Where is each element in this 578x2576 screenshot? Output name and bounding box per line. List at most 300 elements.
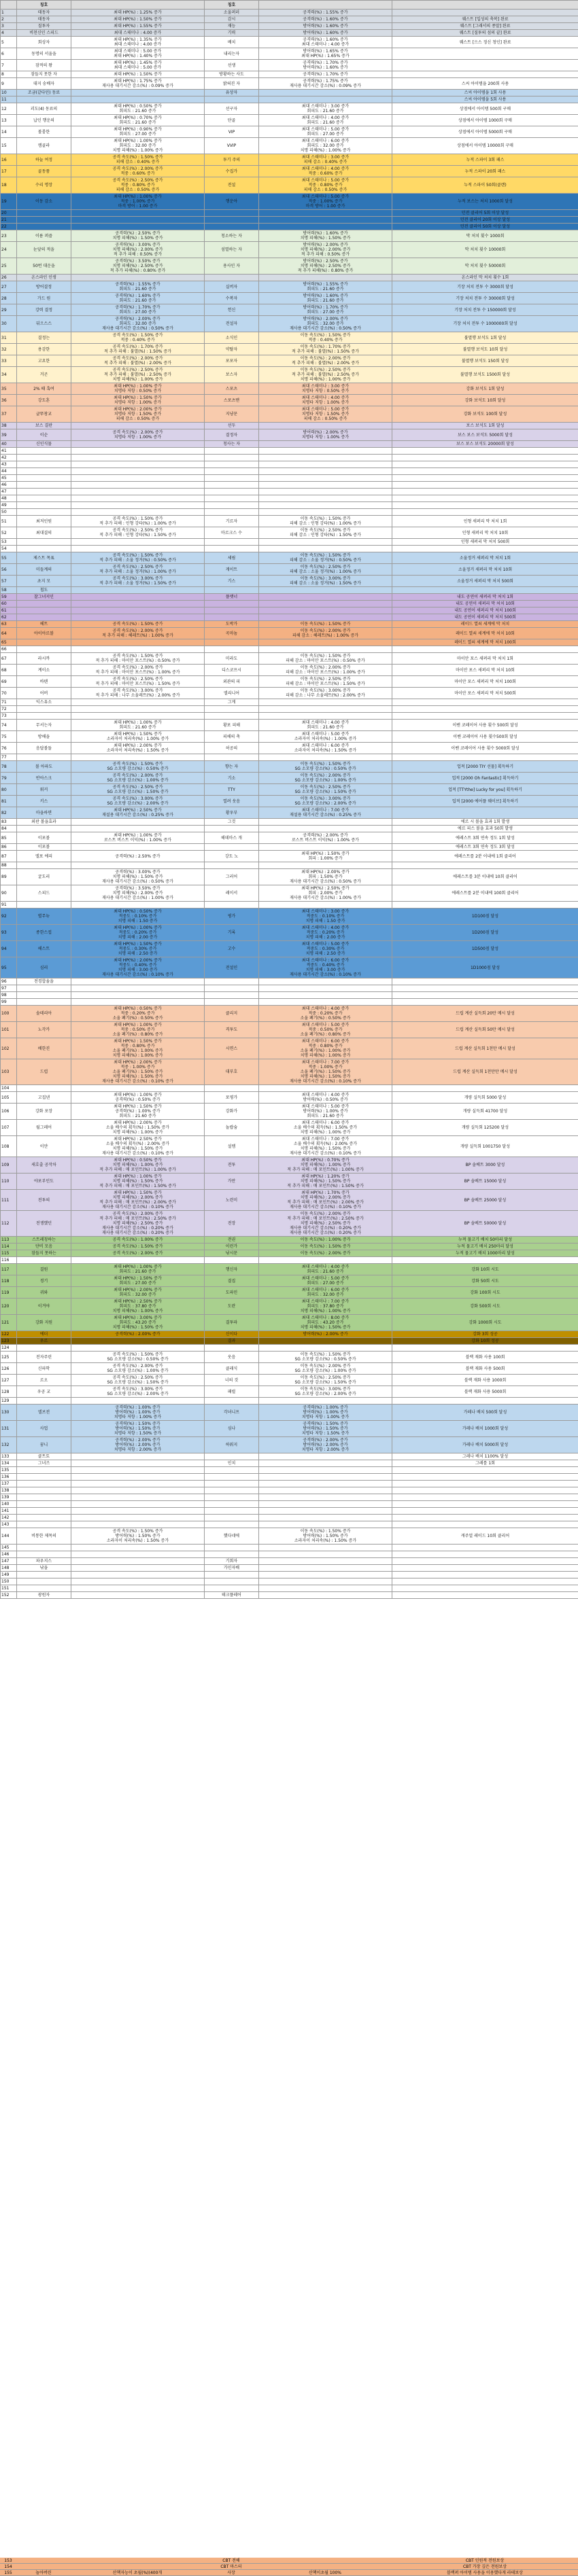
moon-stats	[259, 614, 392, 621]
sun-title: 방어결정	[17, 281, 71, 293]
unlock-condition: 가레나 배치 5000회 달성	[392, 1437, 578, 1453]
sun-stats: 공격력(%) : 3.50% 증가 치명 피해(%) : 2.50% 증가 적 추가 피해(%) : 0.80% 증가	[71, 258, 205, 275]
unlock-condition	[392, 1592, 578, 1599]
sun-stats: 공격 속도(%) : 2.50% 증가 적 추가 피해 : 인형 강타(%) : 1.50% 증가	[71, 527, 205, 539]
unlock-condition: 내도 공연이 새퍼리 막 처치 500회	[392, 614, 578, 621]
row-number: 129	[1, 1398, 17, 1405]
unlock-condition	[392, 1551, 578, 1558]
moon-stats: 이동 속도(%) : 2.50% 증가 피해 감소 : 소울 정거(%) : 1.00% 증가	[259, 564, 392, 576]
row-number: 9	[1, 78, 17, 90]
unlock-condition: 인형 새퍼리 막 처치 500회	[392, 539, 578, 546]
unlock-condition: 업적 [2000 Oh Fantastic] 획득하기	[392, 773, 578, 784]
moon-title: 스포츠맨	[205, 395, 259, 406]
moon-stats: 이동 속도(%) : 1.50% 증가 적중 : 0.40% 증가	[259, 332, 392, 344]
sun-stats	[71, 441, 205, 448]
unlock-condition: BP 솔베트 15000 달성	[392, 1174, 578, 1190]
table-row	[1, 166, 578, 177]
unlock-condition: 퀘스트 [그래서의 종말] 완료	[392, 23, 578, 30]
moon-stats	[259, 1515, 392, 1521]
unlock-condition	[392, 1508, 578, 1515]
moon-title	[205, 1572, 259, 1578]
moon-stats	[259, 1578, 392, 1585]
moon-title	[205, 448, 259, 455]
moon-title: 헌신	[205, 304, 259, 316]
unlock-condition: 불멸행 보석도 10회 달성	[392, 344, 578, 355]
unlock-condition	[392, 807, 578, 819]
unlock-condition	[392, 1398, 578, 1405]
sun-stats: 공격 속도(%) : 2.00% 증가 적중 : 0.60% 증가	[71, 166, 205, 177]
sun-title: 최대결의	[17, 527, 71, 539]
moon-stats: 최대 스태미나 : 4.00 증가 방어력(%) : 0.50% 증가	[259, 1092, 392, 1104]
moon-title: 그러어	[205, 869, 259, 885]
moon-stats: 이동 속도(%) : 1.50% 증가 SG 소모량 감소(%) : 0.50% 증가	[259, 761, 392, 773]
header-sun-stats	[71, 1, 205, 10]
row-number: 145	[1, 1545, 17, 1551]
table-row	[1, 1528, 578, 1545]
moon-title	[205, 985, 259, 992]
sun-stats	[71, 1345, 205, 1352]
moon-stats	[259, 862, 392, 869]
moon-title: 실버자	[205, 281, 259, 293]
sun-stats	[71, 826, 205, 832]
sun-stats	[71, 587, 205, 594]
moon-title: 대부호	[205, 1059, 259, 1085]
moon-title: 격투도	[205, 1022, 259, 1038]
unlock-condition	[392, 978, 578, 985]
row-number: 53	[1, 539, 17, 546]
sun-title: 해스트	[17, 941, 71, 957]
moon-title	[205, 1453, 259, 1460]
table-row	[1, 48, 578, 60]
unlock-condition: 보스 보스 보석도 20000회 달성	[392, 441, 578, 448]
moon-title: 섬멸하는 자	[205, 242, 259, 258]
moon-title: CBT 전해	[222, 2558, 240, 2563]
row-number: 75	[1, 731, 17, 743]
sun-title	[17, 495, 71, 502]
sun-title: 솔테리아	[17, 1006, 71, 1022]
moon-stats: 이동 속도(%) : 2.00% 증가 SG 소모량 감소(%) : 1.00% 증가	[259, 1363, 392, 1375]
unlock-condition: 퀘스트 [입성의 축복] 완료	[392, 16, 578, 23]
unlock-condition: 강화 50회 시도	[392, 1275, 578, 1287]
sun-stats	[71, 1085, 205, 1092]
table-row	[1, 1157, 578, 1174]
sun-stats: 공격 속도(%) : 2.50% 증가 SG 소모량 감소(%) : 1.50% 증가	[71, 784, 205, 796]
row-number: 16	[1, 154, 17, 166]
moon-stats	[259, 539, 392, 546]
sun-stats	[71, 1545, 205, 1551]
sun-stats: 최대 HP(%) : 1.55% 증가	[71, 23, 205, 30]
moon-title	[205, 614, 259, 621]
row-number: 22	[1, 224, 17, 230]
sun-stats: 공격력(%) : 3.00% 증가 치명 피해(%) : 1.50% 증가 재사용 대기시간 감소(%) : 0.50% 증가	[71, 869, 205, 885]
sun-stats: 공격 속도(%) : 1.50% 증가 적중 : 0.40% 증가	[71, 332, 205, 344]
row-number: 28	[1, 293, 17, 304]
sun-title: 신인식물	[17, 441, 71, 448]
moon-stats: 이동 속도(%) : 2.50% 증가 SG 소모량 감소(%) : 1.50% 증가	[259, 784, 392, 796]
sun-title: 워커	[17, 784, 71, 796]
sun-title: 초지 모	[17, 576, 71, 587]
sun-stats: 공격력(%) : 2.50% 증가	[71, 851, 205, 862]
moon-stats: 공격력(%) : 2.00% 증가 로스트 버스트 이익(%) : 1.00% 증가	[259, 832, 392, 844]
moon-stats	[259, 546, 392, 552]
moon-stats	[259, 1592, 392, 1599]
moon-title: 곡마놈	[205, 628, 259, 639]
row-number: 14	[1, 126, 17, 138]
table-row	[1, 639, 578, 646]
table-row	[1, 1237, 578, 1243]
table-row	[1, 1508, 578, 1515]
unlock-condition	[392, 48, 578, 60]
unlock-condition: 내도 공연이 새퍼리 막 처치 100회	[392, 607, 578, 614]
unlock-condition: 스씨 아이템을 1회 사용	[392, 90, 578, 96]
table-row	[1, 999, 578, 1006]
moon-title	[205, 862, 259, 869]
unlock-condition	[392, 509, 578, 516]
moon-title: 전투	[205, 1157, 259, 1174]
sun-stats	[71, 1508, 205, 1515]
sun-stats	[71, 475, 205, 482]
table-row	[1, 819, 578, 826]
sun-title: 스피드	[17, 885, 71, 902]
sun-stats	[71, 539, 205, 546]
moon-title: 결과	[205, 1338, 259, 1345]
sun-stats: 공격 속도(%) : 1.50% 증가 방어력(%) : 1.50% 증가 소라자이 처리속(%) : 1.50% 증가	[71, 1528, 205, 1545]
moon-stats: 최대 스태미나 : 5.00 증가 적중 : 0.50% 증가 소울 폐기(%) : 0.80% 증가	[259, 1022, 392, 1038]
sun-title: 전경합율을	[17, 978, 71, 985]
row-number: 33	[1, 355, 17, 367]
moon-title: 황포 피해	[205, 720, 259, 731]
table-row	[1, 281, 578, 293]
row-number: 107	[1, 1120, 17, 1136]
moon-stats: 최대 스태미나 : 4.00 증가 회피도 : 21.60 증가	[259, 720, 392, 731]
sun-title	[17, 455, 71, 461]
unlock-condition: 에르 피스 볼을 효과 50회 발생	[392, 826, 578, 832]
row-number: 124	[1, 1345, 17, 1352]
moon-stats	[259, 210, 392, 217]
unlock-condition: 그레나 배치 1100% 달성	[392, 1453, 578, 1460]
sun-stats: 최대 HP(%) : 1.45% 증가 최대 스태미나 : 5.00 증가	[71, 60, 205, 71]
moon-title	[205, 539, 259, 546]
unlock-condition	[392, 1481, 578, 1487]
sun-title: 외판 볼을효과	[17, 819, 71, 826]
row-number: 105	[1, 1092, 17, 1104]
sun-title: 야포부민도	[17, 1174, 71, 1190]
table-row	[1, 902, 578, 908]
sun-title: 전투의	[17, 1190, 71, 1211]
sun-title: 질투자	[17, 23, 71, 30]
table-row	[0, 2564, 578, 2570]
sun-title	[17, 902, 71, 908]
unlock-condition: 가레나 배치 500회 달성	[392, 1405, 578, 1421]
row-number: 3	[1, 23, 17, 30]
sun-title	[17, 999, 71, 1006]
moon-stats: 최대 스태미나 : 6.00 증가 적중도 : 0.40% 증가 치명 피해 : 3.00 증가 재사용 대기시간 감소(%) : 0.10% 증가	[259, 957, 392, 978]
sun-title: 글뚜창교	[17, 406, 71, 423]
table-row	[1, 601, 578, 607]
table-row	[1, 1375, 578, 1386]
moon-stats: 산책이초월 100%	[308, 2571, 342, 2575]
sun-stats	[71, 423, 205, 429]
moon-stats: 최대 스태미나 : 5.00 증가 적중도 : 0.30% 증가 치명 피해 : 2.50 증가	[259, 941, 392, 957]
sun-stats: 최대 HP(%) : 1.50% 증가 공격력(%) : 1.00% 증가 회피도 : 21.60 증가	[71, 1104, 205, 1120]
sun-stats: 최대 HP(%) : 1.50% 증가 치명타 저항 : 1.00% 증가	[71, 395, 205, 406]
unlock-condition	[392, 1085, 578, 1092]
moon-stats	[259, 1585, 392, 1592]
row-number: 64	[1, 628, 17, 639]
row-number: 116	[1, 1257, 17, 1264]
unlock-condition: 기장 처치 전투 수 3000회 달성	[392, 281, 578, 293]
row-number: 132	[1, 1437, 17, 1453]
table-row	[1, 1287, 578, 1299]
moon-stats: 최대 HP(%) : 0.70% 증가 치명 피해(%) : 1.00% 증가 적 추가 피해 : 매 포인트(%) : 1.00% 증가	[259, 1157, 392, 1174]
moon-title	[205, 607, 259, 614]
table-row	[1, 754, 578, 761]
unlock-condition: 강화 500회 시도	[392, 1299, 578, 1315]
row-number: 60	[1, 601, 17, 607]
moon-title: 유상자	[205, 90, 259, 96]
table-row	[1, 539, 578, 546]
sun-title	[16, 2564, 71, 2570]
moon-stats: 방어력(%) : 1.60% 증가 회피도 : 21.60 증가	[259, 293, 392, 304]
moon-stats: 최대 HP(%) : 2.00% 증가 회피 : 1.50% 증가 재사용 대기시간 감소(%) : 0.50% 증가	[259, 869, 392, 885]
table-row	[1, 516, 578, 527]
sun-stats: 최대 HP(%) : 1.00% 증가 적중 : 0.50% 증가 소울 폐기(%) : 0.80% 증가	[71, 1022, 205, 1038]
unlock-condition: 누적 보스는 처치 1000회 달성	[392, 194, 578, 210]
moon-stats: 최대 스태미나 : 7.00 증가 회피도 : 37.80 증가 치명 피해(%) : 1.00% 증가	[259, 1299, 392, 1315]
sun-stats: 최대 HP(%) : 1.00% 증가 적중 : 1.00% 증가 마격 방어 : 1.00 증가	[71, 194, 205, 210]
sun-stats	[71, 985, 205, 992]
moon-title: 기록	[205, 925, 259, 941]
moon-stats	[259, 1481, 392, 1487]
row-number: 104	[1, 1085, 17, 1092]
sun-stats: 최대 HP(%) : 2.50% 증가 소울 배수의 획득(%) : 2.00% 증가 치명 피해(%) : 1.50% 증가 재사용 대기시간 감소(%) : 0.10% 증가	[71, 1136, 205, 1157]
table-row	[1, 784, 578, 796]
unlock-condition	[392, 1487, 578, 1494]
sun-title	[17, 1487, 71, 1494]
row-number: 126	[1, 1363, 17, 1375]
table-row	[1, 1243, 578, 1250]
sun-title	[17, 1501, 71, 1508]
unlock-condition: 블랙 재화 사용 1000회	[392, 1375, 578, 1386]
sun-stats	[71, 999, 205, 1006]
row-number: 152	[1, 1592, 17, 1599]
sun-stats	[71, 594, 205, 601]
table-row	[1, 646, 578, 653]
sun-stats	[71, 1572, 205, 1578]
row-number: 91	[1, 902, 17, 908]
unlock-condition	[392, 448, 578, 455]
unlock-condition: 에레스트를 2분 이내에 1회 클리어	[392, 851, 578, 862]
sun-title	[17, 1257, 71, 1264]
moon-stats	[259, 706, 392, 713]
moon-title: 하워지	[205, 1437, 259, 1453]
sun-stats: 최대 스태미나 : 4.00 증가	[71, 30, 205, 37]
moon-stats: 최대 스태미나 : 5.00 증가 적중 : 1.00% 증가 마격 방어 : 1.00 증가	[259, 194, 392, 210]
unlock-condition	[392, 646, 578, 653]
table-row	[1, 1437, 578, 1453]
sun-title: 골동품	[17, 166, 71, 177]
sun-stats: 공격 속도(%) : 2.50% 증가 적 추가 피해 : 불멸(%) : 2.50% 증가 치명 피해(%) : 1.00% 증가	[71, 367, 205, 383]
table-row	[1, 78, 578, 90]
table-row	[1, 1331, 578, 1338]
moon-title: 이런가	[205, 1243, 259, 1250]
table-row	[1, 720, 578, 731]
row-number: 148	[1, 1565, 17, 1572]
moon-stats: 이동 속도(%) : 1.50% 증가 SG 소모량 감소(%) : 0.50% 증가	[259, 1352, 392, 1363]
moon-title: 피해의 축	[205, 731, 259, 743]
unlock-condition	[392, 468, 578, 475]
sun-title: 사업	[17, 1421, 71, 1437]
unlock-condition	[392, 455, 578, 461]
moon-title: 결정자	[205, 429, 259, 441]
moon-stats	[259, 90, 392, 96]
table-row	[1, 332, 578, 344]
moon-title: 배치	[205, 37, 259, 48]
row-number: 42	[1, 455, 17, 461]
row-number: 101	[1, 1022, 17, 1038]
row-number: 6	[1, 48, 17, 60]
row-number: 113	[1, 1237, 17, 1243]
unlock-condition: CBT 인원적 전원보상	[465, 2558, 505, 2563]
unlock-condition	[392, 1558, 578, 1565]
row-number: 108	[1, 1136, 17, 1157]
sun-stats: 공격 속도(%) : 2.00% 증가 SG 소모량 감소(%) : 1.00% 증가	[71, 773, 205, 784]
sun-title	[17, 468, 71, 475]
table-row	[1, 807, 578, 819]
moon-title: 전권	[205, 1237, 259, 1243]
unlock-condition: 보스 보스 보석도 5000회 달성	[392, 429, 578, 441]
moon-title: 패럴	[205, 1386, 259, 1398]
sun-stats	[71, 461, 205, 468]
sun-stats: 공격 속도(%) : 2.00% 증가 적 추가 피해 : 매 포인트(%) : 2.50% 증가 치명 피해(%) : 2.50% 증가 재사용 대기시간 감소(%) : 0.20% 증가 재사용 대기시간 감소(%) : 0.20% 증가	[71, 1211, 205, 1237]
row-number: 76	[1, 743, 17, 754]
table-row	[1, 1521, 578, 1528]
unlock-condition: 1D100점 달성	[392, 908, 578, 925]
moon-stats: 이동 속도(%) : 1.50% 증가 방어력(%) : 1.50% 증가 소라자이 처리속(%) : 1.50% 증가	[259, 1528, 392, 1545]
moon-stats	[259, 1474, 392, 1481]
unlock-condition: 상점에서 아이템 10000회 구매	[392, 138, 578, 154]
unlock-condition	[392, 587, 578, 594]
table-row	[1, 607, 578, 614]
table-row	[1, 1545, 578, 1551]
sun-title: 잠적의 왕	[17, 60, 71, 71]
row-number: 151	[1, 1585, 17, 1592]
sun-title: 이동 감소	[17, 194, 71, 210]
moon-title	[205, 96, 259, 103]
unlock-condition: 누적 스파이 50회(클랜)	[392, 177, 578, 194]
moon-stats	[259, 441, 392, 448]
moon-title: 향는 자	[205, 761, 259, 773]
row-number: 73	[1, 713, 17, 720]
moon-stats	[259, 1545, 392, 1551]
row-number: 81	[1, 796, 17, 807]
sun-stats: 최대 HP(%) : 3.00% 증가 회피도 : 43.20 증가 치명 피해(%) : 1.50% 증가	[71, 1315, 205, 1331]
moon-stats	[259, 1467, 392, 1474]
moon-title: 노련미	[205, 1190, 259, 1211]
unlock-condition: 불멸행 보석도 1500회 달성	[392, 367, 578, 383]
moon-stats	[259, 1501, 392, 1508]
unlock-condition: 누적 스파이 3회 패스	[392, 154, 578, 166]
sun-stats: 최대 HP(%) : 1.50% 증가 소라자이 처리속(%) : 1.00% 증가	[71, 731, 205, 743]
unlock-condition: 불멸행 보석도 150회 달성	[392, 355, 578, 367]
sun-title: 낚을	[17, 1565, 71, 1572]
moon-title: 결투파	[205, 1315, 259, 1331]
table-row	[1, 844, 578, 851]
table-row	[1, 495, 578, 502]
row-number: 144	[1, 1528, 17, 1545]
row-number: 134	[1, 1460, 17, 1467]
unlock-condition	[392, 1501, 578, 1508]
sun-title: 라시까	[17, 653, 71, 665]
moon-stats: 최대 HP(%) : 1.20% 증가 치명 피해(%) : 1.50% 증가 적 추가 피해 : 매 포인트(%) : 1.50% 증가	[259, 1174, 392, 1190]
row-number: 141	[1, 1508, 17, 1515]
unlock-condition	[392, 1585, 578, 1592]
moon-title	[205, 1501, 259, 1508]
sun-title: 캠골라	[17, 138, 71, 154]
sun-title: 배한진	[17, 1038, 71, 1059]
table-row	[1, 1481, 578, 1487]
moon-title	[205, 844, 259, 851]
unlock-condition: 강화 1000회 시도	[392, 1315, 578, 1331]
header-moon-title: 칭호	[205, 1, 259, 10]
row-number: 78	[1, 761, 17, 773]
moon-stats: 최대 스태미나 : 3.00 증가 치명타 저항 : 0.50% 증가	[259, 383, 392, 395]
moon-stats: 최대 스태미나 : 4.00 증가 치명타 저항 : 1.00% 증가	[259, 395, 392, 406]
moon-stats: 공격력(%) : 1.60% 증가 최대 스태미나 : 4.00 증가	[259, 37, 392, 48]
table-row	[1, 475, 578, 482]
unlock-condition: 던전 클리어 50회 이상 달성	[392, 224, 578, 230]
sun-stats	[71, 482, 205, 489]
moon-stats: 이동 속도(%) : 2.00% 증가 적 추가 피해 : 매 포인트(%) : 2.50% 증가 치명 피해(%) : 2.50% 증가 재사용 대기시간 감소(%) : 0.20% 증가 재사용 대기시간 감소(%) : 0.20% 증가	[259, 1211, 392, 1237]
sun-title: 뒤으스스	[17, 316, 71, 332]
table-row	[1, 177, 578, 194]
sun-title: 강화 지원	[17, 1315, 71, 1331]
table-row	[1, 16, 578, 23]
unlock-condition	[392, 60, 578, 71]
sun-title	[17, 1398, 71, 1405]
sun-stats: 공격력(%) : 1.70% 증가 회피도 : 27.00 증가	[71, 304, 205, 316]
table-row	[1, 576, 578, 587]
sun-stats: 공격 속도(%) : 1.70% 증가 적 추가 피해 : 불멸(%) : 1.50% 증가	[71, 344, 205, 355]
sun-stats: 공격 속도(%) : 2.00% 증가 SG 소모량 감소(%) : 1.00% 증가	[71, 1363, 205, 1375]
unlock-condition: 레이드 열쇠 세계에 막 처치 100회	[392, 639, 578, 646]
sun-stats: 공격 속도(%) : 2.00% 증가 적 추가 피해 : 마이안 포스트(%) : 1.00% 증가	[71, 665, 205, 676]
sun-stats	[71, 754, 205, 761]
moon-title: 마르크스 수	[205, 527, 259, 539]
sun-title	[17, 448, 71, 455]
sun-stats: 최대 HP(%) : 1.00% 증가 치명 피해(%) : 1.50% 증가 적 추가 피해 : 매 포인트(%) : 1.50% 증가	[71, 1174, 205, 1190]
table-row	[1, 713, 578, 720]
unlock-condition: 에레스트 3회 연속 정도 3회 달성	[392, 844, 578, 851]
moon-title: 행운아	[205, 194, 259, 210]
sun-stats	[71, 862, 205, 869]
unlock-condition	[392, 999, 578, 1006]
unlock-condition: 마이안 포스 새퍼리 막 처치 500회	[392, 688, 578, 699]
sun-stats	[71, 448, 205, 455]
table-row	[1, 461, 578, 468]
table-row	[1, 773, 578, 784]
moon-stats: 공격력(%) : 1.75% 증가 재사용 대기시간 감소(%) : 0.09% 증가	[259, 78, 392, 90]
moon-title	[205, 999, 259, 1006]
moon-stats: 공격력(%) : 1.70% 증가	[259, 71, 392, 78]
moon-title: 각녀니프	[205, 1405, 259, 1421]
sun-stats	[71, 1481, 205, 1487]
sun-title: 결원	[17, 1264, 71, 1275]
row-number: 128	[1, 1386, 17, 1398]
sun-title: 회상자	[17, 37, 71, 48]
unlock-condition	[392, 985, 578, 992]
row-number: 41	[1, 448, 17, 455]
